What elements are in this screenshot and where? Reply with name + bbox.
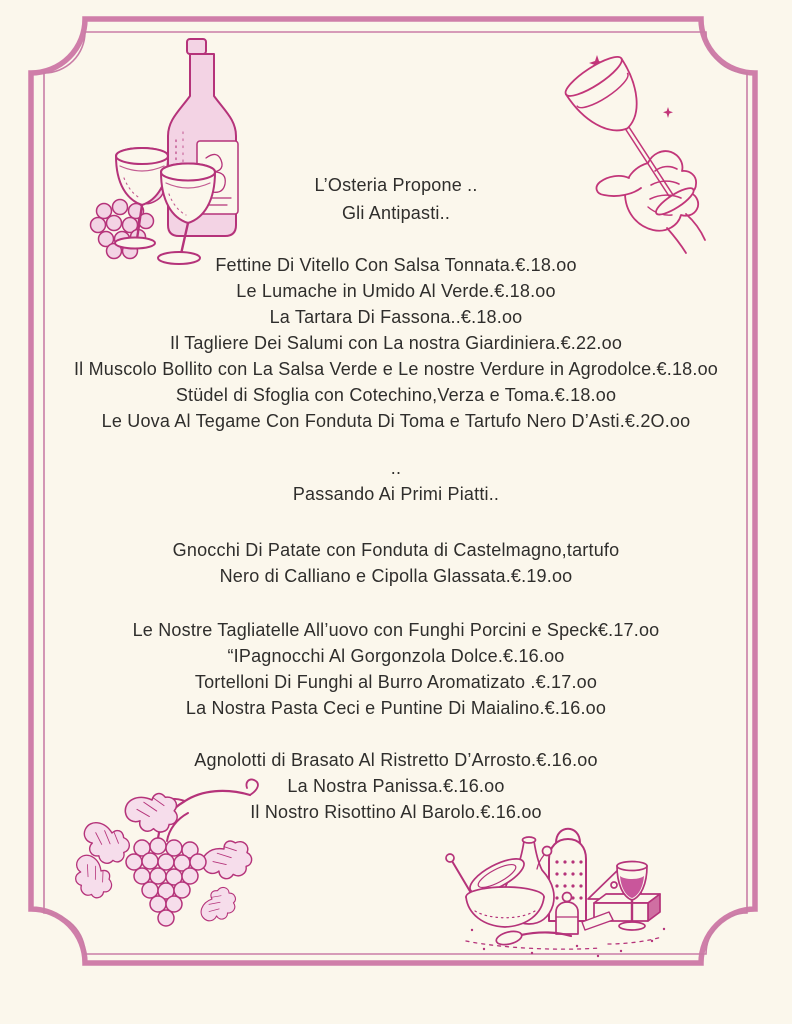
menu-item: Le Lumache in Umido Al Verde.€.18.oo xyxy=(236,281,556,301)
menu-item: Il Nostro Risottino Al Barolo.€.16.oo xyxy=(250,802,542,822)
menu-item: La Nostra Pasta Ceci e Puntine Di Maialino.€.16.oo xyxy=(185,698,607,718)
menu-content xyxy=(40,171,752,825)
menu-item: Nero di Calliano e Cipolla Glassata.€.19.oo xyxy=(219,566,573,586)
menu-item: Le Nostre Tagliatelle All’uovo con Funghi Porcini e Speck€.17.oo xyxy=(132,620,660,640)
section-heading-primi: Passando Ai Primi Piatti.. xyxy=(292,484,500,504)
menu-item: Le Uova Al Tegame Con Fonduta Di Toma e Tartufo Nero D’Asti.€.2O.oo xyxy=(101,411,691,431)
menu-item: La Nostra Panissa.€.16.oo xyxy=(287,776,505,796)
menu-title: L’Osteria Propone .. xyxy=(314,175,478,195)
menu-item: Tortelloni Di Funghi al Burro Aromatizato .€.17.oo xyxy=(194,672,598,692)
menu-item: La Tartara Di Fassona..€.18.oo xyxy=(269,307,523,327)
menu-item: “IPagnocchi Al Gorgonzola Dolce.€.16.oo xyxy=(227,646,565,666)
menu-item: Agnolotti di Brasato Al Ristretto D’Arrosto.€.16.oo xyxy=(194,750,598,770)
menu-item: Il Muscolo Bollito con La Salsa Verde e Le nostre Verdure in Agrodolce.€.18.oo xyxy=(73,359,718,379)
menu-item: Gnocchi Di Patate con Fonduta di Castelmagno,tartufo xyxy=(172,540,620,560)
section-divider: .. xyxy=(390,458,402,478)
menu-item: Il Tagliere Dei Salumi con La nostra Giardiniera.€.22.oo xyxy=(169,333,623,353)
menu-item: Fettine Di Vitello Con Salsa Tonnata.€.18.oo xyxy=(215,255,577,275)
cheese-wine-still-life-illustration xyxy=(446,829,665,957)
section-heading-antipasti: Gli Antipasti.. xyxy=(341,203,451,223)
menu-item: Stüdel di Sfoglia con Cotechino,Verza e Toma.€.18.oo xyxy=(175,385,617,405)
